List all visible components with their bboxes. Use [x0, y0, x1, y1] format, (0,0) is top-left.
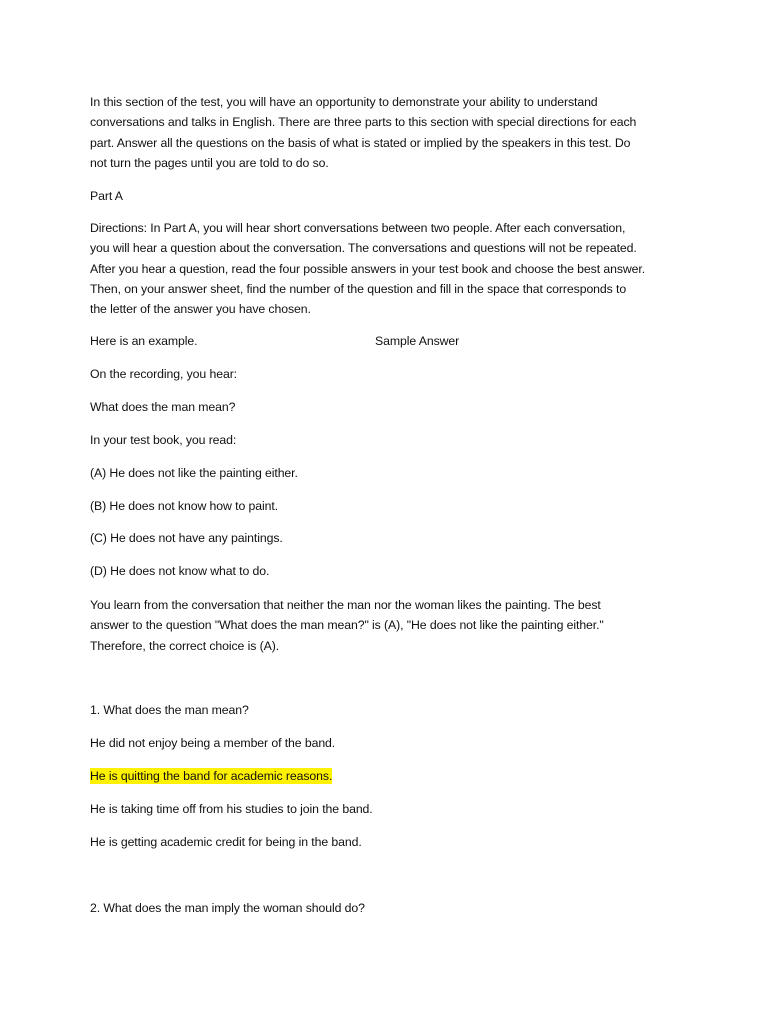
- question-1-option: [90, 832, 690, 852]
- question-1-prompt: 1. What does the man mean?: [90, 703, 249, 717]
- recording-label: On the recording, you hear:: [90, 367, 238, 381]
- question-1-option-highlighted: [90, 766, 690, 786]
- directions-paragraph: [90, 218, 690, 319]
- question-2-prompt: 2. What does the man imply the woman should do?: [90, 901, 365, 915]
- explanation-paragraph: [90, 595, 690, 656]
- sample-answer-label: Sample Answer: [375, 334, 460, 348]
- intro-paragraph: [90, 92, 690, 173]
- intro-line: In this section of the test, you will have an opportunity to demonstrate your ability to understand: [90, 95, 598, 109]
- example-question: What does the man mean?: [90, 400, 236, 414]
- part-heading: Part A: [90, 189, 123, 203]
- example-option-c: (C) He does not have any paintings.: [90, 531, 283, 545]
- explanation-line: Therefore, the correct choice is (A).: [90, 638, 280, 653]
- explanation-line: answer to the question "What does the man mean?" is (A), "He does not like the painting either.": [90, 618, 604, 633]
- example-option-b: (B) He does not know how to paint.: [90, 499, 278, 513]
- question-1-option: [90, 799, 690, 819]
- directions-line: Directions: In Part A, you will hear short conversations between two people. After each conversation,: [90, 221, 626, 235]
- directions-line: After you hear a question, read the four possible answers in your test book and choose the best answer.: [90, 261, 646, 276]
- intro-line: part. Answer all the questions on the basis of what is stated or implied by the speakers in this test. Do: [90, 135, 631, 150]
- question-1-option: [90, 733, 690, 753]
- example-row: [90, 331, 490, 351]
- example-label: Here is an example.: [90, 334, 198, 348]
- example-option-d: (D) He does not know what to do.: [90, 564, 270, 578]
- directions-line: the letter of the answer you have chosen.: [90, 302, 311, 317]
- question-1-option-text: He is taking time off from his studies to join the band.: [90, 802, 373, 816]
- question-1-option-text: He is getting academic credit for being in the band.: [90, 835, 362, 849]
- directions-line: you will hear a question about the conversation. The conversations and questions will not be repeated.: [90, 241, 637, 256]
- intro-line: not turn the pages until you are told to do so.: [90, 155, 329, 170]
- explanation-line: You learn from the conversation that neither the man nor the woman likes the painting. The best: [90, 598, 601, 612]
- question-1-option-text-highlighted: He is quitting the band for academic reasons.: [90, 769, 333, 783]
- directions-line: Then, on your answer sheet, find the number of the question and fill in the space that corresponds to: [90, 281, 627, 296]
- example-option-a: (A) He does not like the painting either.: [90, 466, 298, 480]
- test-book-label: In your test book, you read:: [90, 433, 237, 447]
- question-1-option-text: He did not enjoy being a member of the band.: [90, 736, 336, 750]
- intro-line: conversations and talks in English. There are three parts to this section with special directions for each: [90, 115, 637, 130]
